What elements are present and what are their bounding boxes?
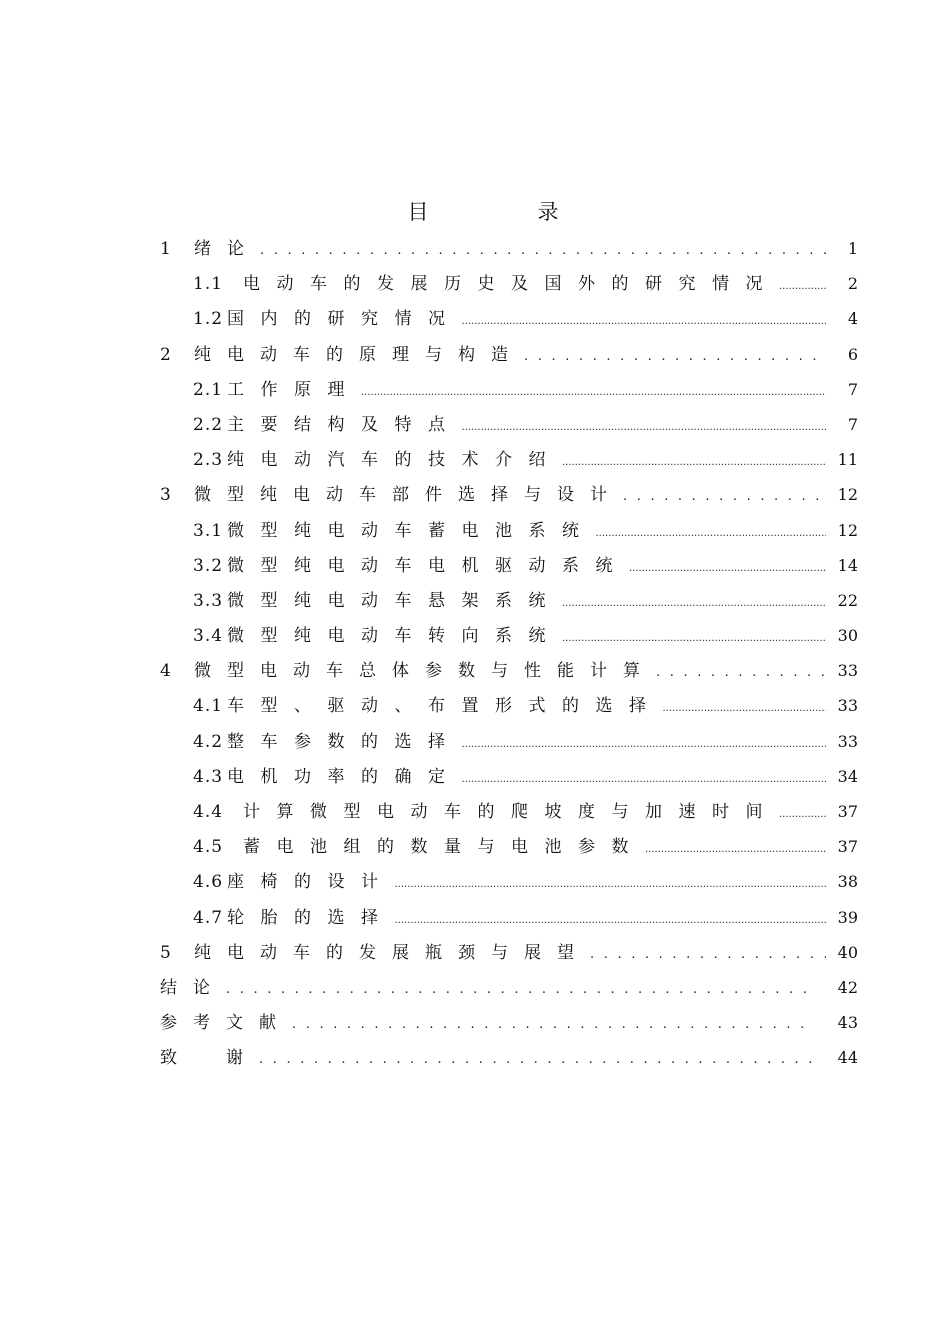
toc-entry[interactable] [160,864,858,899]
toc-entry-page-number: 37 [837,802,858,821]
toc-entry-page-number: 40 [837,942,858,962]
dot-leader [562,619,826,656]
toc-entry-page-number: 12 [837,485,858,505]
toc-entry-title: 致 谢 [160,1048,259,1069]
dot-leader [645,830,826,867]
toc-entry[interactable] [160,513,858,548]
dot-leader [462,302,827,339]
toc-entry-number: 2 [160,344,172,365]
toc-entry-number: 4.7 [193,907,224,928]
toc-entry-page-number: 7 [847,379,858,399]
toc-entry[interactable] [160,1040,858,1075]
toc-entry-title: 微型纯电动车悬架系统 [227,590,562,611]
toc-entry-number: 1 [160,239,172,259]
toc-entry[interactable] [160,829,858,864]
toc-entry-number: 1.1 [193,274,224,295]
toc-entry-title: 工作原理 [227,379,361,400]
dot-leader [623,478,826,514]
toc-entry-number: 4.4 [193,802,224,822]
toc-entry-number: 1.2 [193,309,224,330]
dot-leader [779,267,826,304]
toc-entry-number: 4.6 [193,872,224,893]
toc-entry[interactable] [160,442,858,477]
toc-entry[interactable] [160,477,858,512]
toc-entry-page-number: 44 [837,1048,858,1068]
toc-entry-title: 纯电动车的原理与构造 [194,344,524,365]
toc-entry-page-number: 34 [837,766,858,786]
toc-entry-title: 微型纯电动车蓄电池系统 [227,520,596,541]
toc-entry-page-number: 14 [837,555,858,575]
toc-entry-page-number: 33 [837,731,858,751]
toc-entry-number: 3.4 [193,626,224,647]
dot-leader [260,232,826,268]
toc-entry[interactable] [160,372,858,407]
toc-entry-title: 微型纯电动车部件选择与设计 [194,485,623,506]
toc-entry-page-number: 33 [837,696,858,716]
dot-leader [562,443,826,480]
toc-entry-number: 4.3 [193,766,224,787]
toc-entry-page-number: 4 [847,309,858,329]
toc-entry-page-number: 30 [837,626,858,646]
toc-entry-title: 电动车的发展历史及国外的研究情况 [243,274,779,295]
toc-entry[interactable] [160,583,858,618]
dot-leader [462,760,827,797]
dot-leader [292,1006,812,1042]
dot-leader [596,514,827,551]
toc-entry[interactable] [160,970,858,1005]
toc-entry-title: 参考文献 [160,1013,292,1034]
toc-entry[interactable] [160,337,858,372]
toc-entry-page-number: 6 [847,344,858,364]
toc-entry-page-number: 7 [847,414,858,434]
toc-entry-number: 2.2 [193,414,224,435]
toc-entry-title: 国内的研究情况 [227,309,462,330]
dot-leader [361,373,826,410]
toc-entry-number: 3.2 [193,555,224,576]
toc-entry-title: 电机功率的确定 [227,766,462,787]
toc-entry-page-number: 33 [837,661,858,681]
toc-entry[interactable] [160,407,858,442]
toc-entry-number: 4.5 [193,837,224,858]
toc-entry-number: 5 [160,942,172,963]
toc-entry[interactable] [160,900,858,935]
toc-entry-number: 3.3 [193,590,224,611]
toc-entry-page-number: 22 [837,590,858,610]
toc-entry[interactable] [160,688,858,723]
dot-leader [395,865,827,902]
toc-entry-title: 微型纯电动车电机驱动系统 [227,555,629,576]
table-of-contents [160,231,858,1076]
dot-leader [259,1041,812,1077]
toc-entry-page-number: 37 [837,837,858,857]
dot-leader [462,408,827,445]
toc-entry-title: 轮胎的选择 [227,907,395,928]
toc-entry-title: 微型电动车总体参数与性能计算 [194,661,656,682]
toc-entry-number: 4.2 [193,731,224,752]
toc-entry-title: 蓄电池组的数量与电池参数 [243,837,645,858]
toc-entry-page-number: 2 [847,274,858,294]
toc-entry[interactable] [160,794,858,829]
toc-entry-title: 主要结构及特点 [227,414,462,435]
dot-leader [462,725,827,762]
toc-entry-number: 4.1 [193,696,224,717]
toc-entry[interactable] [160,618,858,653]
toc-entry-title: 微型纯电动车转向系统 [227,626,562,647]
dot-leader [663,689,827,726]
toc-entry-title: 结论 [160,977,226,998]
toc-entry-title: 计算微型电动车的爬坡度与加速时间 [243,802,779,822]
toc-entry-title: 纯电动汽车的技术介绍 [227,450,562,471]
toc-entry-number: 3 [160,485,172,506]
toc-entry-page-number: 38 [837,872,858,892]
dot-leader [395,901,827,938]
toc-entry-title: 纯电动车的发展瓶颈与展望 [194,942,590,963]
toc-entry-title: 座椅的设计 [227,872,395,893]
page-title: 目 录 [407,200,603,224]
toc-entry-number: 2.3 [193,450,224,471]
toc-entry-page-number: 43 [837,1013,858,1033]
toc-entry[interactable] [160,266,858,301]
dot-leader [656,654,826,690]
toc-entry-title: 整车参数的选择 [227,731,462,752]
toc-entry-page-number: 42 [837,977,858,997]
dot-leader [629,549,826,586]
toc-entry[interactable] [160,231,858,266]
toc-entry-number: 3.1 [193,520,224,541]
dot-leader [590,936,826,972]
toc-entry[interactable] [160,301,858,336]
toc-entry[interactable] [160,653,858,688]
toc-entry-title: 车型、驱动、布置形式的选择 [227,696,663,717]
toc-entry[interactable] [160,935,858,970]
toc-entry[interactable] [160,759,858,794]
toc-entry[interactable] [160,1005,858,1040]
dot-leader [779,795,826,832]
toc-entry-title: 绪论 [194,239,260,259]
dot-leader [562,584,826,621]
toc-entry-number: 2.1 [193,379,224,400]
toc-entry-number: 4 [160,661,172,682]
dot-leader [226,971,812,1007]
toc-entry-page-number: 11 [837,450,858,470]
dot-leader [524,338,826,374]
toc-entry-page-number: 12 [837,520,858,540]
toc-entry[interactable] [160,724,858,759]
toc-entry-page-number: 39 [837,907,858,927]
toc-entry-page-number: 1 [847,239,858,258]
toc-entry[interactable] [160,548,858,583]
